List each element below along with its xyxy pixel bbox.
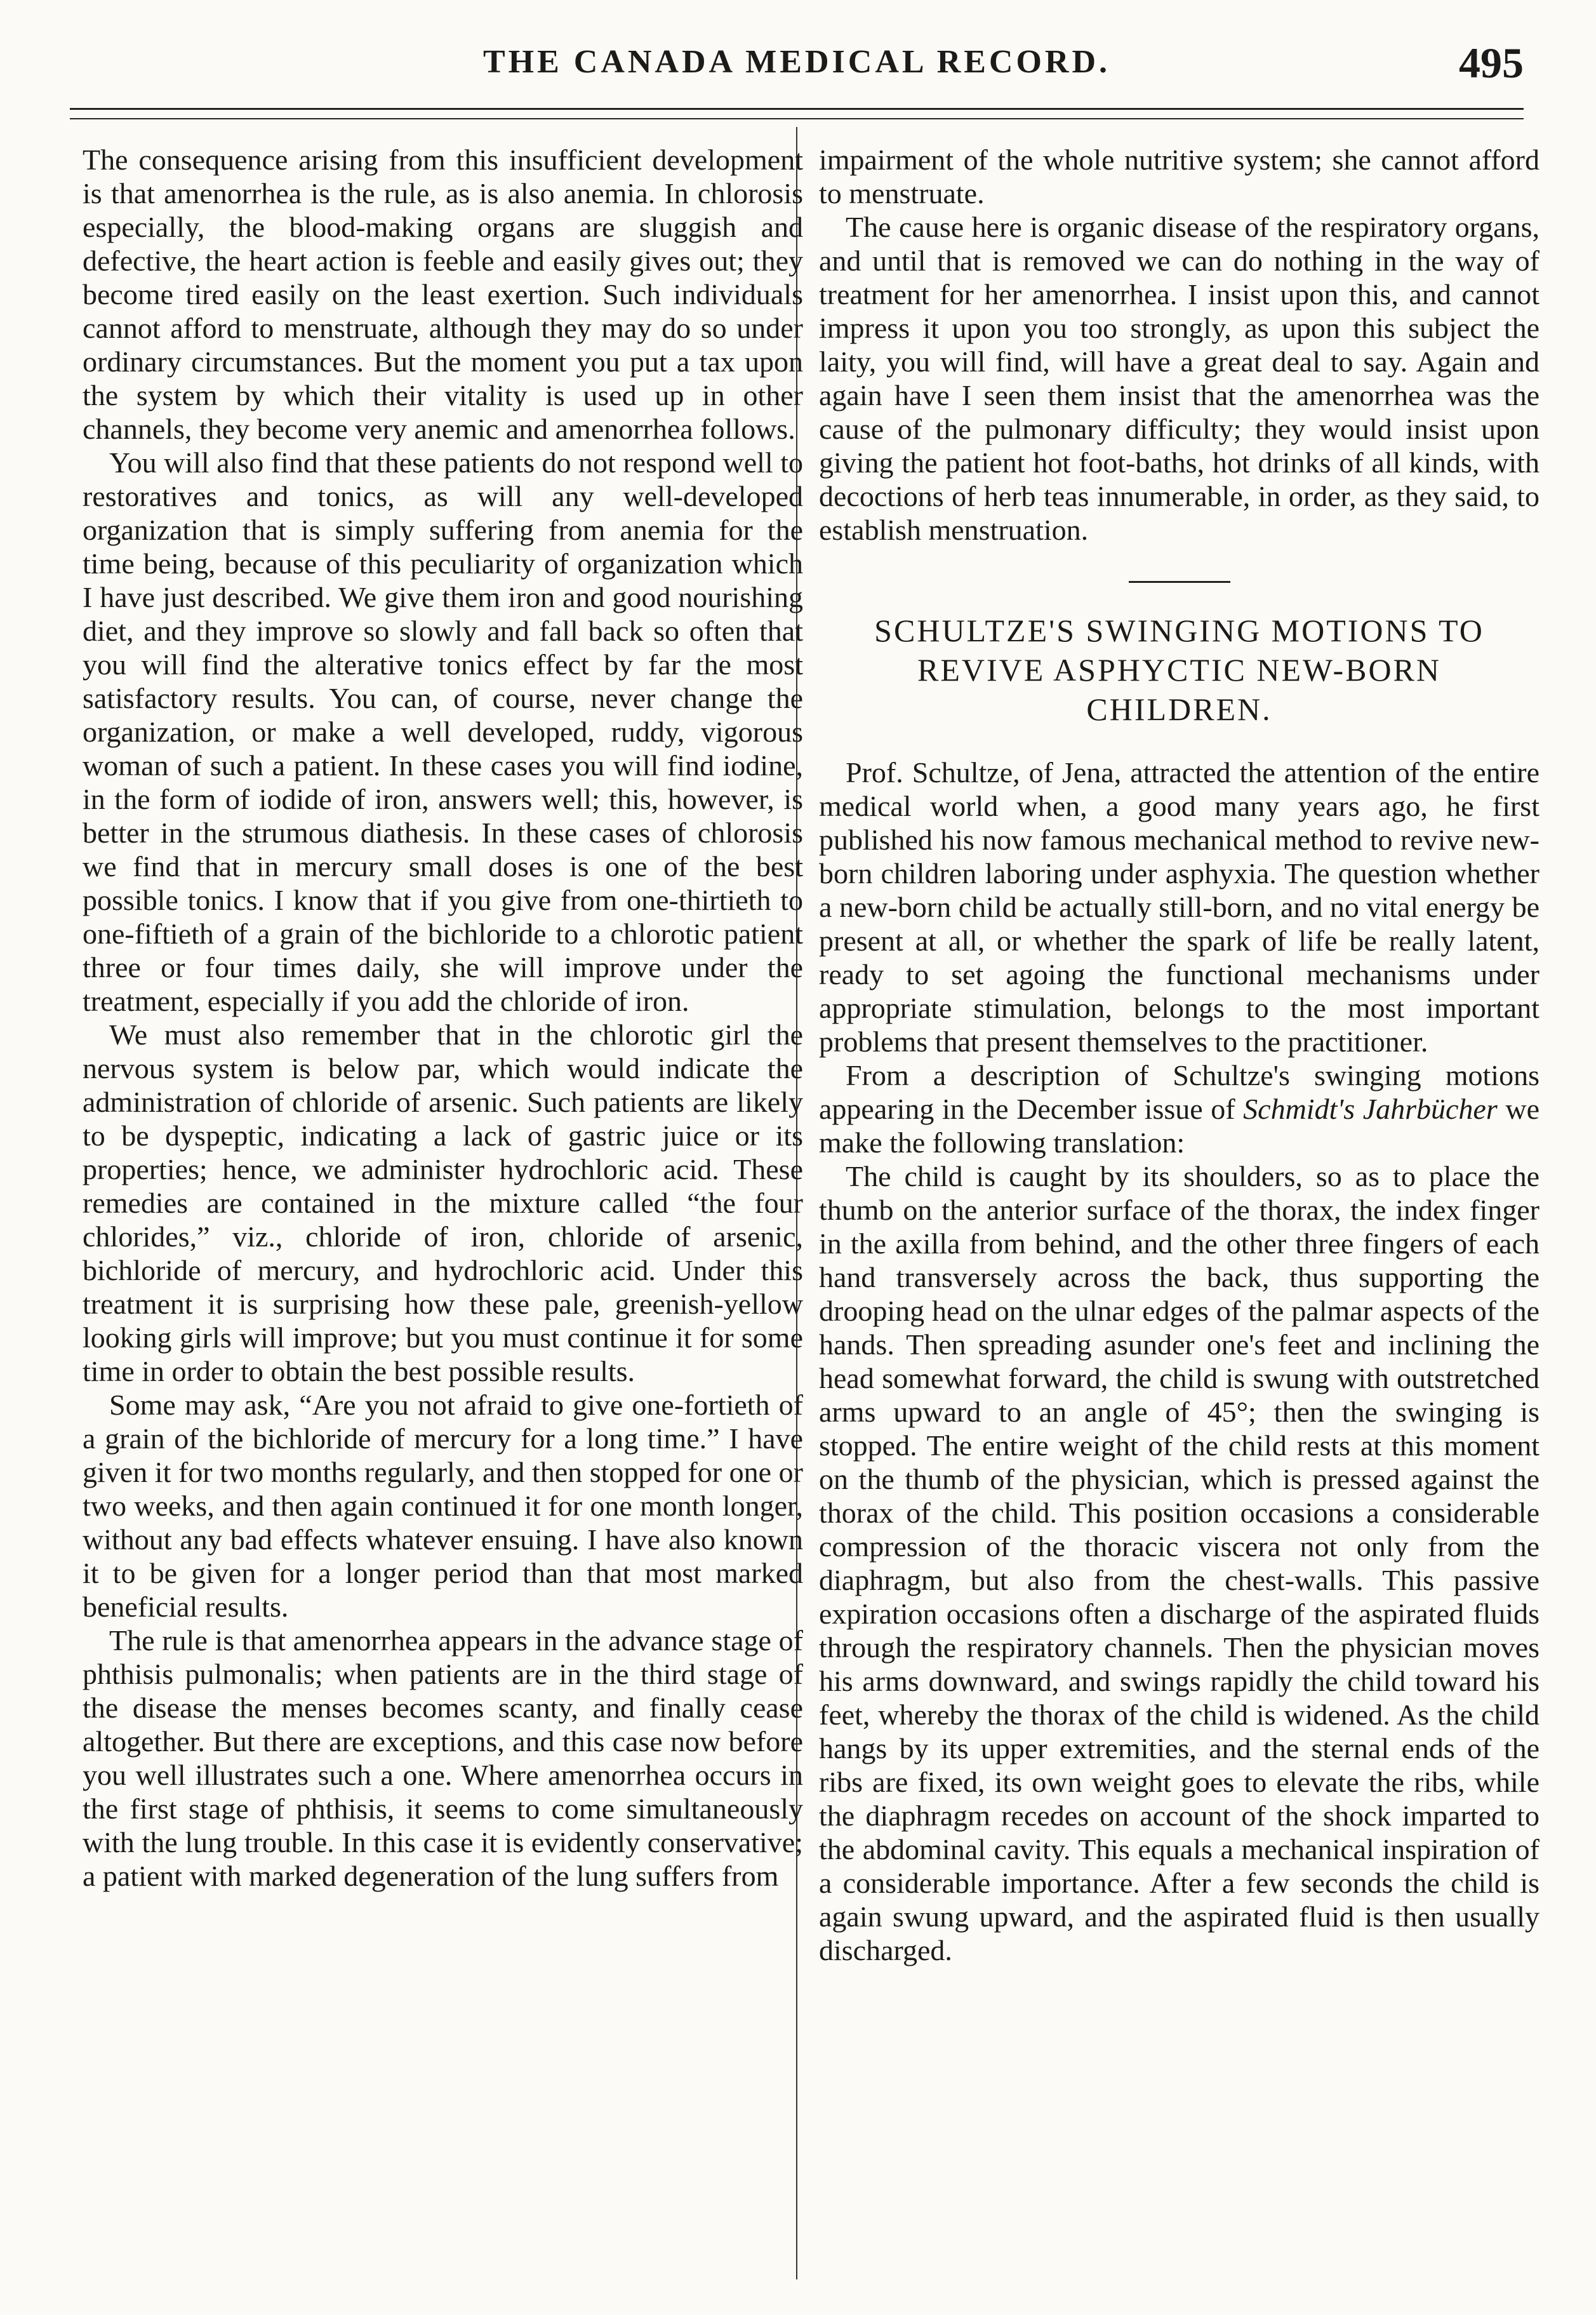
right-column (819, 143, 1539, 2289)
header-rule-bottom (70, 118, 1524, 119)
text-span: From a description of Schultze's swinging motions appearing in the December issue of (819, 1059, 1539, 1125)
article-paragraph (819, 1058, 1539, 1159)
paragraph: The rule is that amenorrhea appears in the advance stage of phthisis pulmonalis; when patients are in the third stage of the disease the menses becomes scanty, and finally cease altogether. But there are exceptions, and this case now before you well illustrates such a one. Where amenorrhea occurs in the first stage of phthisis, it seems to come simultaneously with the lung trouble. In this case it is evidently conservative; a patient with marked degeneration of the lung suffers from (83, 1624, 803, 1892)
section-separator (1129, 581, 1230, 583)
paragraph: We must also remember that in the chlorotic girl the nervous system is below par, which would indicate the administration of chloride of arsenic. Such patients are likely to be dyspeptic, indicating a lack of gastric juice or its properties; hence, we administer hydrochloric acid. These remedies are contained in the mixture called “the four chlorides,” viz., chloride of iron, chloride of arsenic, bichloride of mercury, and hydrochloric acid. Under this treatment it is surprising how these pale, greenish-yellow looking girls will improve; but you must continue it for some time in order to obtain the best possible results. (83, 1018, 803, 1387)
journal-name: Schmidt's Jahrbücher (1243, 1093, 1498, 1125)
article-paragraph: The child is caught by its shoulders, so as to place the thumb on the anterior surface of the thorax, the index finger in the axilla from behind, and the other three fingers of each hand transversely across the back, thus supporting the drooping head on the ulnar edges of the palmar aspects of the hands. Then spreading asunder one's feet and inclining the head somewhat forward, the child is swung with outstretched arms upward to an angle of 45°; then the swinging is stopped. The entire weight of the child rests at this moment on the thumb of the physician, which is pressed against the thorax of the child. This position occasions a considerable compression of the thoracic viscera not only from the diaphragm, but also from the chest-walls. This passive expiration occasions often a discharge of the aspirated fluids through the respiratory channels. Then the physician moves his arms downward, and swings rapidly the child toward his feet, whereby the thorax of the child is widened. As the child hangs by its upper extremities, and the sternal ends of the ribs are fixed, its own weight goes to elevate the ribs, while the diaphragm recedes on account of the shock imparted to the abdominal cavity. This equals a mechanical inspiration of a considerable importance. After a few seconds the child is again swung upward, and the aspirated fluid is then usually discharged. (819, 1160, 1539, 1966)
continued-paragraph: impairment of the whole nutritive system; she cannot afford to menstruate. (819, 143, 1539, 210)
paragraph: You will also find that these patients do not respond well to restoratives and tonics, as will any well-developed organization that is simply suffering from anemia for the time being, because of this peculiarity of organization which I have just described. We give them iron and good nourishing diet, and they improve so slowly and fall back so often that you will find the alterative tonics effect by far the most satisfactory results. You can, of course, never change the organization, or make a well developed, ruddy, vigorous woman of such a patient. In these cases you will find iodine, in the form of iodide of iron, answers well; this, however, is better in the strumous diathesis. In these cases of chlorosis we find that in mercury small doses is one of the best possible tonics. I know that if you give from one-thirtieth to one-fiftieth of a grain of the bichloride to a chlorotic patient three or four times daily, she will improve under the treatment, especially if you add the chloride of iron. (83, 446, 803, 1017)
page-header (70, 38, 1524, 95)
paragraph: Some may ask, “Are you not afraid to give one-fortieth of a grain of the bichloride of mercury for a long time.” I have given it for two months regularly, and then stopped for one or two weeks, and then again continued it for one month longer, without any bad effects whatever ensuing. I have also known it to be given for a longer period than that most marked beneficial results. (83, 1389, 803, 1623)
running-title: THE CANADA MEDICAL RECORD. (482, 44, 1111, 80)
header-rule-top (70, 108, 1524, 110)
paragraph: The consequence arising from this insufficient development is that amenorrhea is the rule, as is also anemia. In chlorosis especially, the blood-making organs are sluggish and defective, the heart action is feeble and easily gives out; they become tired easily on the least exertion. Such individuals cannot afford to menstruate, although they may do so under ordinary circumstances. But the moment you put a tax upon the system by which their vitality is used up in other channels, they become very anemic and amenorrhea follows. (83, 143, 803, 445)
paragraph: The cause here is organic disease of the respiratory organs, and until that is removed we can do nothing in the way of treatment for her amenorrhea. I insist upon this, and cannot impress it upon you too strongly, as upon this subject the laity, you will find, will have a great deal to say. Again and again have I seen them insist that the amenorrhea was the cause of the pulmonary difficulty; they would insist upon giving the patient hot foot-baths, hot drinks of all kinds, with decoctions of herb teas innumerable, in order, as they said, to establish menstruation. (819, 211, 1539, 546)
page-number: 495 (1459, 39, 1524, 87)
left-column (83, 143, 803, 2289)
article-title: SCHULTZE'S SWINGING MOTIONS TO REVIVE ASPHYCTIC NEW-BORN CHILDREN. (874, 613, 1484, 727)
article-paragraph: Prof. Schultze, of Jena, attracted the attention of the entire medical world when, a good many years ago, he first published his now famous mechanical method to revive new-born children laboring under asphyxia. The question whether a new-born child be actually still-born, and no vital energy be present at all, or whether the spark of life be really latent, ready to set agoing the functional mechanisms under appropriate stimulation, belongs to the most important problems that present themselves to the practitioner. (819, 756, 1539, 1058)
text-span: we make the following translation: (819, 1093, 1539, 1159)
